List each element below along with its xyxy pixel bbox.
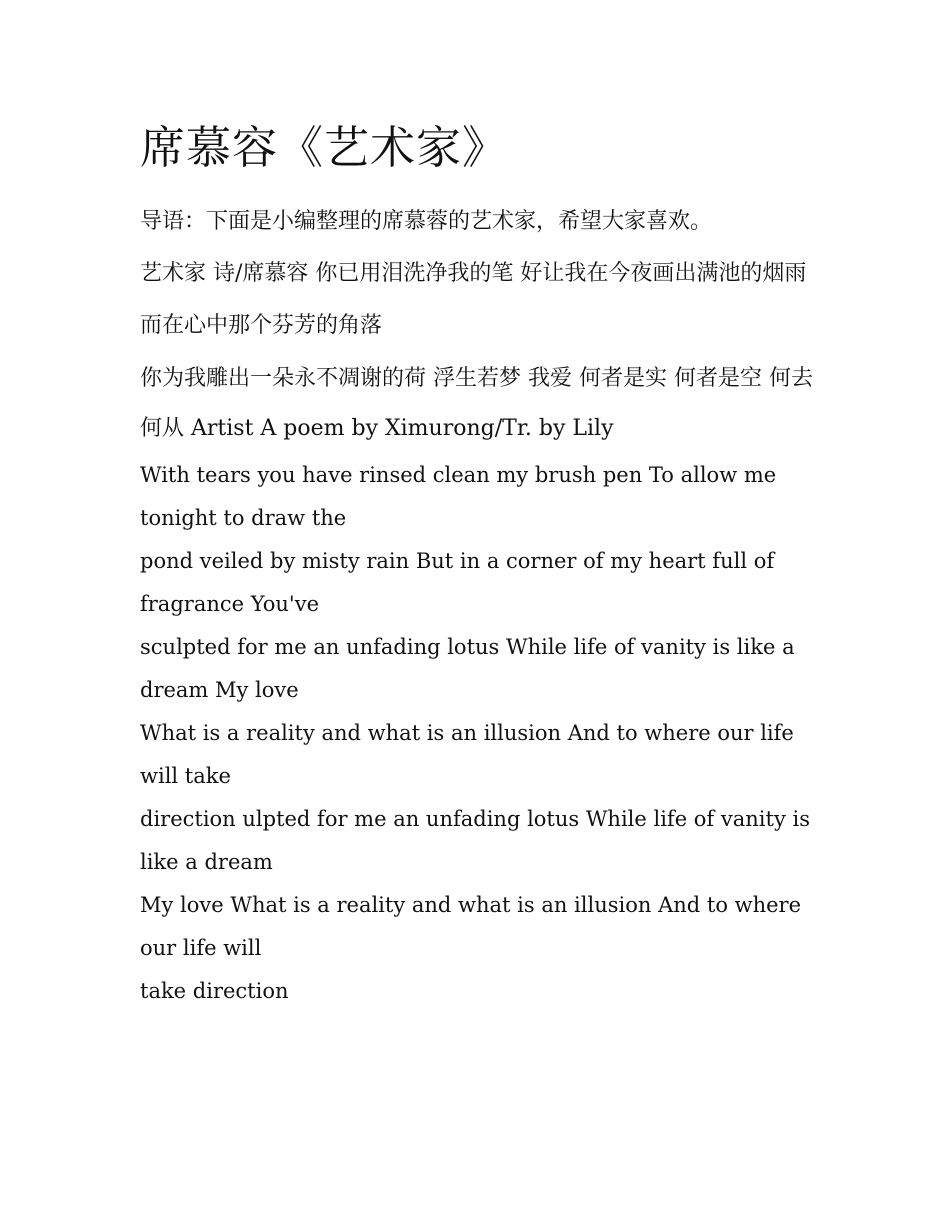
english-line: sculpted for me an unfading lotus While life of vanity is like a dream My love	[140, 635, 795, 702]
document-title: 席慕容《艺术家》	[140, 121, 509, 174]
poem-chinese-paragraph-1: 艺术家 诗/席慕容 你已用泪洗净我的笔 好让我在今夜画出满池的烟雨 而在心中那个芬芳的角落	[140, 261, 807, 338]
english-line: My love What is a reality and what is an illusion And to where our life will	[140, 893, 802, 960]
english-line: pond veiled by misty rain But in a corner of my heart full of fragrance You've	[140, 549, 775, 616]
intro-paragraph: 导语：下面是小编整理的席慕蓉的艺术家，希望大家喜欢。	[140, 209, 713, 234]
english-line: What is a reality and what is an illusion And to where our life will take	[140, 721, 794, 788]
english-line: take direction	[140, 979, 289, 1003]
poem-chinese-paragraph-2: 你为我雕出一朵永不凋谢的荷 浮生若梦 我爱 何者是实 何者是空 何去何从 Artist A poem by Ximurong/Tr. by Lily	[140, 366, 813, 441]
english-line: With tears you have rinsed clean my brush pen To allow me tonight to draw the	[140, 463, 777, 530]
english-line: direction ulpted for me an unfading lotus While life of vanity is like a dream	[140, 807, 810, 874]
document-body	[140, 118, 820, 1013]
